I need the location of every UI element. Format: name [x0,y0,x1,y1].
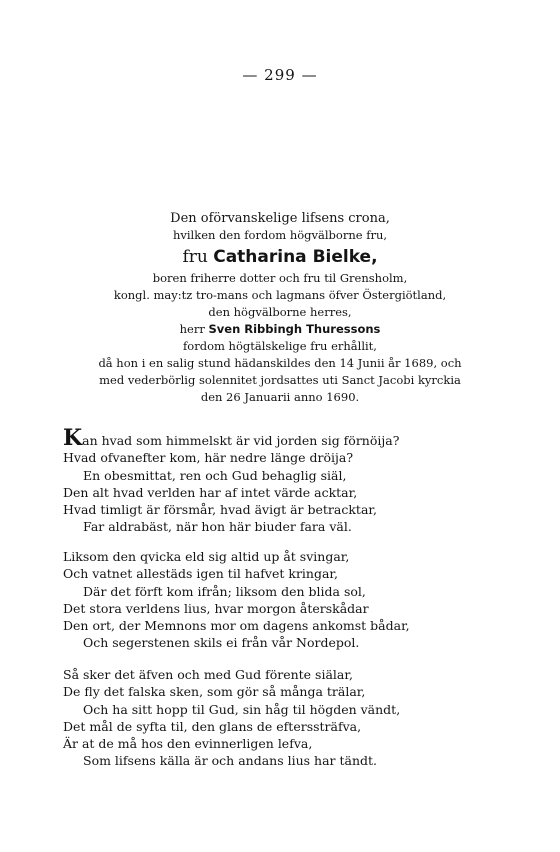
poem-line: Det stora verldens lius, hvar morgon återskådar [63,600,369,616]
poem-line-text: an hvad som himmelskt är vid jorden sig förnöija? [82,433,400,448]
dedication-heading [60,210,500,406]
poem-stanza-2 [63,548,473,652]
heading-line-1: Den oförvanskelige lifsens crona, [170,211,390,226]
poem-line: Liksom den qvicka eld sig altid up åt svingar, [63,549,350,564]
heading-line-12: den 26 Januarii anno 1690. [200,390,360,404]
poem-line: Det mål de syfta til, den glans de efterssträfva, [63,718,362,734]
poem-line: Hvad timligt är försmår, hvad ävigt är betracktar, [63,502,377,518]
poem-line: Som lifsens källa är och andans lius har tändt. [83,753,377,769]
poem-line: Och segerstenen skils ei från vår Nordepol. [83,635,360,651]
poem-stanza-1 [63,425,473,536]
poem-line: Hvad ofvanefter kom, här nedre länge dröija? [63,450,354,466]
heading-line-9: fordom högtälskelige fru erhållit, [183,339,377,353]
page-number: — 299 — [242,66,318,84]
poem-line: Är at de må hos den evinnerligen lefva, [63,736,313,752]
heading-herr-line [60,321,500,338]
heading-name: Catharina Bielke, [213,247,378,267]
poem-line: En obesmittat, ren och Gud behaglig siäl, [83,467,347,483]
poem-line [63,425,473,451]
poem-line: Den ort, der Memnons mor om dagens ankomst bådar, [63,618,410,634]
heading-husband-name: Sven Ribbingh Thuressons [208,322,381,336]
poem-line: Och vatnet allestäds igen til hafvet kringar, [63,566,339,582]
heading-line-6: den högvälborne herres, [208,305,352,319]
heading-line-10: då hon i en salig stund hädanskildes den 14 Junii år 1689, och [98,356,462,370]
poem-stanza-3 [63,666,473,770]
heading-line-11: med vederbörlig solennitet jordsattes uti Sanct Jacobi kyrckia [99,373,461,387]
poem-line: Far aldrabäst, när hon här biuder fara väl. [83,519,352,535]
poem-line: Där det förft kom ifrån; liksom den blida sol, [83,583,366,599]
heading-line-5: kongl. may:tz tro-mans och lagmans öfver Östergiötland, [113,288,447,302]
heading-fru: fru [182,247,208,267]
poem-line: Så sker det äfven och med Gud förente siälar, [63,667,353,682]
heading-line-4: boren friherre dotter och fru til Grensholm, [152,271,408,285]
poem-line: Och ha sitt hopp til Gud, sin håg til högden vändt, [83,701,401,717]
poem-line: Den alt hvad verlden har af intet värde acktar, [63,484,358,500]
poem-line: De fly det falska sken, som gör så många trälar, [63,684,366,700]
drop-cap: K [63,425,83,451]
heading-line-2: hvilken den fordom högvälborne fru, [172,228,388,242]
heading-name-line [60,244,500,270]
heading-herr: herr [179,322,205,336]
